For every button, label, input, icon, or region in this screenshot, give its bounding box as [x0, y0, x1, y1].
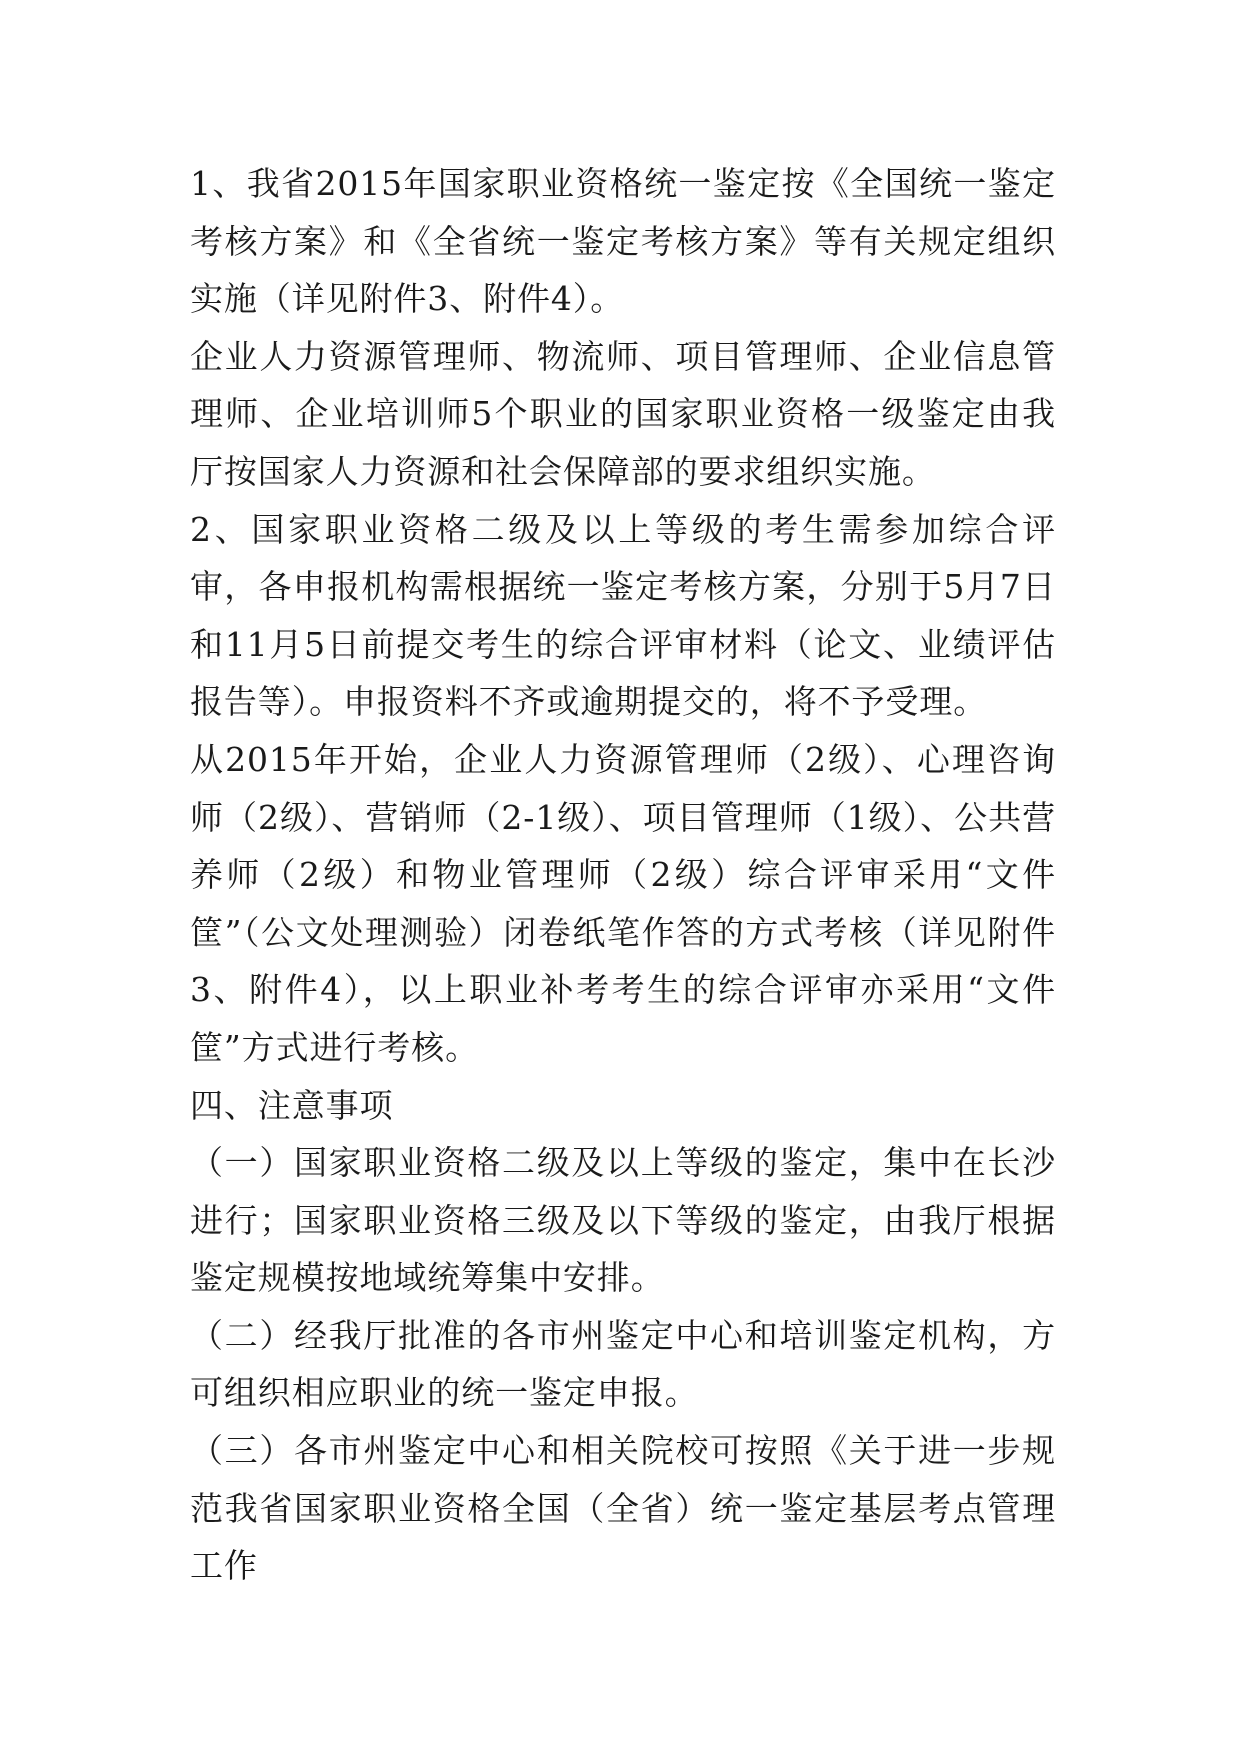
paragraph-note-3: （三）各市州鉴定中心和相关院校可按照《关于进一步规范我省国家职业资格全国（全省）统一鉴定基层考点管理工作 [190, 1431, 1056, 1586]
document-page [190, 155, 1056, 1595]
paragraph-2: 企业人力资源管理师、物流师、项目管理师、企业信息管理师、企业培训师5个职业的国家职业资格一级鉴定由我厅按国家人力资源和社会保障部的要求组织实施。 [190, 336, 1056, 491]
paragraph-note-1: （一）国家职业资格二级及以上等级的鉴定，集中在长沙进行；国家职业资格三级及以下等级的鉴定，由我厅根据鉴定规模按地域统筹集中安排。 [190, 1143, 1056, 1298]
paragraph-1: 1、我省2015年国家职业资格统一鉴定按《全国统一鉴定考核方案》和《全省统一鉴定考核方案》等有关规定组织实施（详见附件3、附件4）。 [190, 164, 1056, 319]
paragraph-4: 从2015年开始，企业人力资源管理师（2级）、心理咨询师（2级）、营销师（2-1级）、项目管理师（1级）、公共营养师（2级）和物业管理师（2级）综合评审采用“文件筐”（公文处理测验）闭卷纸笔作答的方式考核（详见附件3、附件4），以上职业补考考生的综合评审亦采用“文件筐”方式进行考核。 [190, 739, 1056, 1067]
paragraph-3: 2、国家职业资格二级及以上等级的考生需参加综合评审，各申报机构需根据统一鉴定考核方案，分别于5月7日和11月5日前提交考生的综合评审材料（论文、业绩评估报告等）。申报资料不齐或逾期提交的，将不予受理。 [190, 509, 1056, 722]
section-heading-notes: 四、注意事项 [190, 1085, 394, 1125]
paragraph-note-2: （二）经我厅批准的各市州鉴定中心和培训鉴定机构，方可组织相应职业的统一鉴定申报。 [190, 1315, 1056, 1413]
